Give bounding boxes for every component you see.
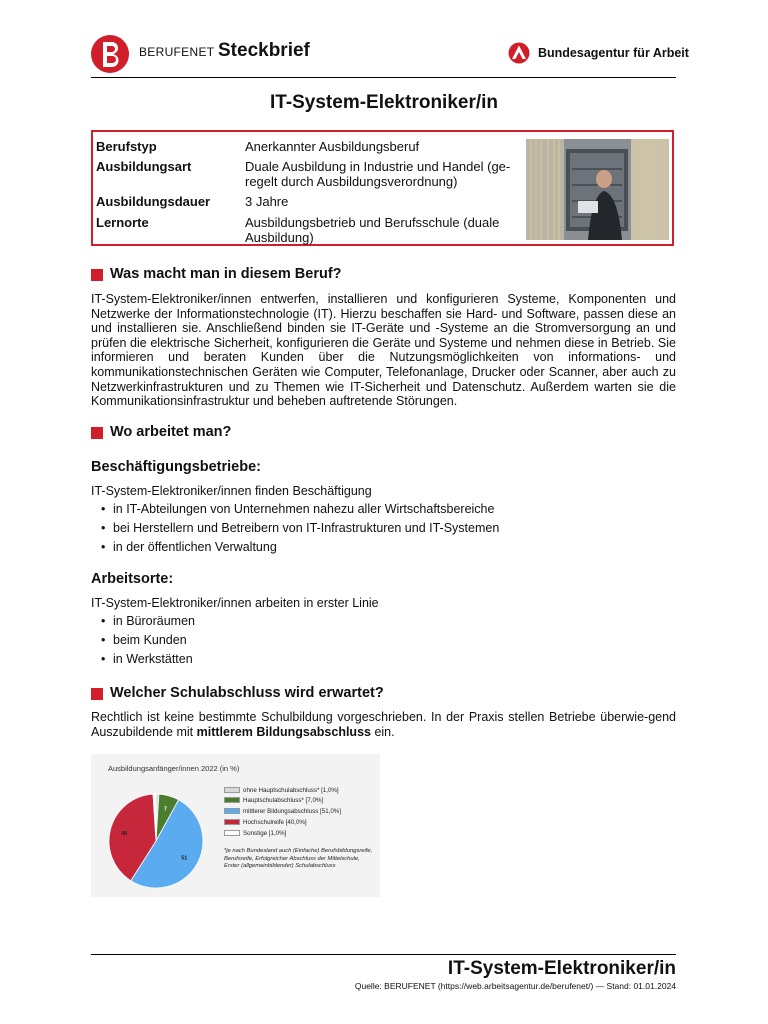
legend-item: mittlerer Bildungsabschluss [51,0%] xyxy=(224,808,341,815)
section-marker xyxy=(91,269,103,281)
subheading: Beschäftigungsbetriebe: xyxy=(91,459,261,475)
section-marker xyxy=(91,688,103,700)
legend-swatch xyxy=(224,787,240,793)
list-item: • in Werkstätten xyxy=(101,652,193,666)
info-value: Anerkannter Ausbildungsberuf xyxy=(245,139,420,154)
agency-name: Bundesagentur für Arbeit xyxy=(538,46,689,60)
document-type: Steckbrief xyxy=(218,40,310,61)
info-label: Ausbildungsart xyxy=(96,159,192,174)
section-marker xyxy=(91,427,103,439)
info-label: Berufstyp xyxy=(96,139,157,154)
section-heading: Was macht man in diesem Beruf? xyxy=(110,266,342,282)
subheading: Arbeitsorte: xyxy=(91,571,174,587)
slice-data-label: 51 xyxy=(181,855,188,862)
slice-data-label: 40 xyxy=(121,830,128,837)
legend-item: ohne Hauptschulabschluss* [1,0%] xyxy=(224,787,339,794)
list-item: • bei Herstellern und Betreibern von IT-Infrastrukturen und IT-Systemen xyxy=(101,521,500,535)
header-divider xyxy=(91,77,676,78)
agency-logo-icon xyxy=(508,42,530,64)
legend-swatch xyxy=(224,830,240,836)
school-text: Rechtlich ist keine bestimmte Schulbildung vorgeschrieben. In der Praxis stellen Betriebe überwie-gend Auszubildende mit mittlerem Bildungsabschluss ein. xyxy=(91,710,676,739)
berufenet-logo xyxy=(90,34,130,74)
info-label: Lernorte xyxy=(96,215,149,230)
footer-title: IT-System-Elektroniker/in xyxy=(447,958,676,979)
job-photo xyxy=(526,139,669,240)
legend-swatch xyxy=(224,808,240,814)
page-title: IT-System-Elektroniker/in xyxy=(269,92,499,113)
list-item: • in IT-Abteilungen von Unternehmen nahezu aller Wirtschaftsbereiche xyxy=(101,502,495,516)
legend-item: Sonstige [1,0%] xyxy=(224,830,286,837)
info-value: Ausbildungsbetrieb und Berufsschule (duale Ausbildung) xyxy=(245,215,500,245)
footer-source: Quelle: BERUFENET (https://web.arbeitsagentur.de/berufenet/) — Stand: 01.01.2024 xyxy=(354,981,676,991)
pie-chart xyxy=(91,754,221,897)
job-description: IT-System-Elektroniker/innen entwerfen, installieren und konfigurieren Systeme, Komponenten und Netzwerke der Informationstechnologie (IT). Hierzu beschaffen sie Hard- und Software, passen diese an und installieren sie. Anschließend binden sie IT-Geräte und -Systeme an die Stromversorgung an und prüfen die elektrische Sicherheit, konfigurieren die Geräte und Systeme und nehmen diese in Betrieb. Sie informieren und beraten Kunden über die Nutzungsmöglichkeiten von informations- und kommunikationstechnischen Geräten wie Computer, Telefonanlage, Drucker oder Scanner, aber auch zu Netzwerkinfrastrukturen und zu Themen wie IT-Sicherheit und Datenschutz. Außerdem warten sie die Kommunikationsinfrastruktur und beheben auftretende Störungen. xyxy=(91,292,676,409)
legend-item: Hochschulreife [40,0%] xyxy=(224,819,307,826)
list-item: • in Büroräumen xyxy=(101,614,195,628)
info-label: Ausbildungsdauer xyxy=(96,194,211,209)
brand-name: BERUFENET xyxy=(139,45,215,59)
slice-data-label: 7 xyxy=(163,806,167,813)
list-item: • beim Kunden xyxy=(101,633,187,647)
section-heading: Wo arbeitet man? xyxy=(110,424,232,440)
info-value: Duale Ausbildung in Industrie und Handel (ge-regelt durch Ausbildungsverordnung) xyxy=(245,159,511,189)
info-value: 3 Jahre xyxy=(245,194,289,209)
list-item: • in der öffentlichen Verwaltung xyxy=(101,540,277,554)
section-heading: Welcher Schulabschluss wird erwartet? xyxy=(110,685,384,701)
chart-title: Ausbildungsanfänger/innen 2022 (in %) xyxy=(108,764,240,773)
legend-item: Hauptschulabschluss* [7,0%] xyxy=(224,797,323,804)
legend-swatch xyxy=(224,797,240,803)
chart-footnote: *je nach Bundesland auch (Einfache) Berufsbildungsreife, Berufsreife, Erfolgreicher Abschluss der Mittelschule, Erster (allgemeinbildender) Schulabschluss xyxy=(224,848,373,870)
legend-swatch xyxy=(224,819,240,825)
footer-divider xyxy=(91,954,676,955)
list-intro: IT-System-Elektroniker/innen finden Beschäftigung xyxy=(91,484,372,498)
list-intro: IT-System-Elektroniker/innen arbeiten in erster Linie xyxy=(91,596,379,610)
